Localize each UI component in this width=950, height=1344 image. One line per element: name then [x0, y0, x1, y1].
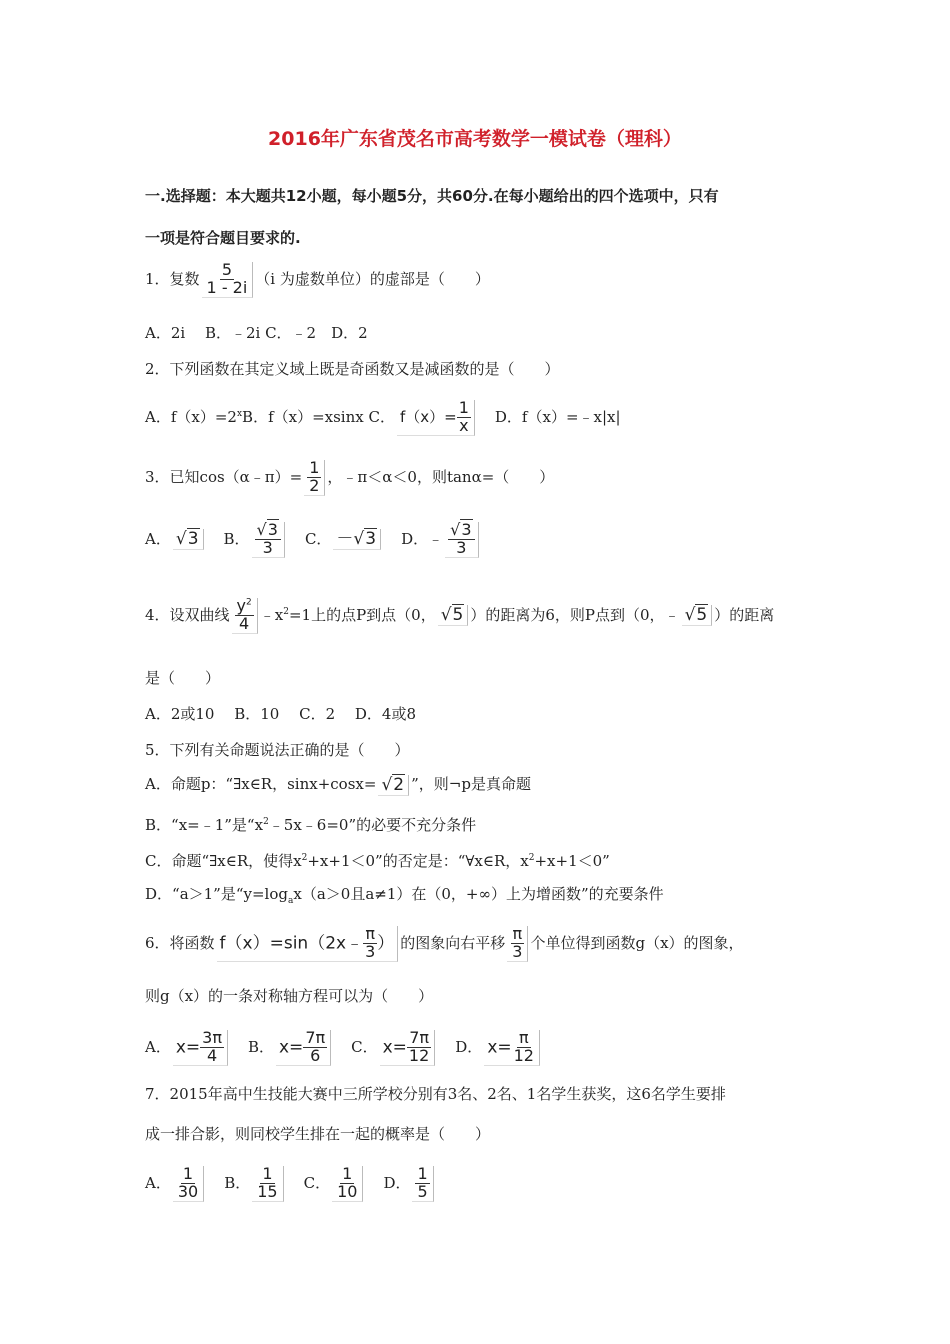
- q5-option-a-root: √2: [378, 775, 409, 796]
- q2-option-a-exp: x: [236, 408, 243, 419]
- q3-option-c-radicand: 3: [365, 529, 377, 550]
- question-1: [145, 262, 490, 298]
- q7-option-a-num: 1: [182, 1164, 194, 1183]
- q7-option-d-den: 5: [417, 1181, 428, 1201]
- q7-option-d-num: 1: [417, 1164, 428, 1183]
- q3-option-b-label: B．: [223, 529, 250, 548]
- q1-fraction: [202, 262, 254, 298]
- q6-function-num: π: [365, 924, 375, 943]
- q6-function: [217, 926, 399, 962]
- q6-suffix: 个单位得到函数g（x）的图象，: [530, 933, 744, 952]
- q4-mid2: =1上的点P到点（0，: [288, 605, 436, 624]
- q5-option-d-post: x（a＞0且a≠1）在（0，+∞）上为增函数”的充要条件: [293, 885, 664, 903]
- q7-option-a-value: [173, 1166, 204, 1202]
- q4-root-1-radicand: 5: [452, 605, 464, 626]
- q7-option-b-value: [252, 1166, 283, 1202]
- q1-num: 5: [221, 260, 233, 279]
- q7-option-b-label: B．: [224, 1173, 251, 1192]
- q7-option-a-label: A．: [145, 1173, 171, 1192]
- q5-option-b-exp: 2: [263, 817, 269, 827]
- q5-option-b: [145, 812, 476, 835]
- q6-option-c-xeq: x=: [382, 1037, 407, 1058]
- q3-option-d-radicand: 3: [461, 520, 472, 539]
- q5-option-a-pre: A．命题p：“∃x∈R，sinx+cosx=: [145, 775, 377, 793]
- q6-shift-den: 3: [512, 941, 523, 961]
- q4-suffix: ）的距离: [714, 605, 775, 624]
- q6-option-a-den: 4: [206, 1045, 218, 1065]
- q3-suffix: ，﹣π＜α＜0，则tanα=（ ）: [327, 467, 555, 486]
- q5-option-a-post: ”，则¬p是真命题: [411, 775, 531, 793]
- q6-option-d-xeq: x=: [487, 1037, 512, 1058]
- q2-option-c-lhs: f（x）=: [399, 407, 457, 426]
- q5-option-c-exp: 2: [301, 853, 308, 863]
- q5-option-c-pre: C．命题“∃x∈R，使得x: [145, 852, 302, 870]
- question-7-line1: 7．2015年高中生技能大赛中三所学校分别有3名、2名、1名学生获奖，这6名学生要排: [145, 1085, 726, 1103]
- q6-option-d-den: 12: [513, 1045, 534, 1065]
- q6-function-den: 3: [365, 941, 376, 961]
- q6-option-d-value: [484, 1030, 540, 1066]
- question-7-line2: 成一排合影，则同校学生排在一起的概率是（ ）: [145, 1125, 491, 1143]
- q4-root-2: √5: [682, 605, 713, 626]
- q5-option-c: [145, 848, 610, 871]
- question-3: [145, 460, 554, 496]
- q4-fraction: [232, 598, 258, 634]
- q6-prefix: 6．将函数: [145, 933, 215, 952]
- q6-shift: [507, 926, 528, 962]
- q6-shift-num: π: [512, 924, 523, 943]
- q2-option-c-num: 1: [458, 398, 469, 417]
- q4-mid1: ﹣x: [259, 605, 284, 624]
- page-title: 2016年广东省茂名市高考数学一模试卷（理科）: [268, 128, 682, 150]
- q3-option-a-value: √3: [173, 529, 204, 550]
- q5-option-d-sub: a: [288, 896, 294, 906]
- question-6: [145, 926, 744, 962]
- q1-prefix: 1．复数: [145, 269, 200, 288]
- q6-option-c-value: [380, 1030, 436, 1066]
- q2-options: [145, 400, 621, 436]
- q6-option-b-value: [276, 1030, 331, 1066]
- q3-option-d-den: 3: [456, 537, 467, 557]
- q5-option-b-pre: B．“x=﹣1”是“x: [145, 816, 264, 834]
- q7-option-d-value: [412, 1166, 433, 1202]
- q5-option-b-post: ﹣5x﹣6=0”的必要不充分条件: [268, 816, 477, 834]
- q6-option-d-label: D．: [455, 1037, 483, 1056]
- q7-options: [145, 1166, 436, 1202]
- q7-option-c-label: C．: [303, 1173, 331, 1192]
- q2-option-b: B．f（x）=xsinx C．: [242, 407, 395, 426]
- q4-continuation: 是（ ）: [145, 669, 221, 687]
- q4-prefix: 4．设双曲线: [145, 605, 230, 624]
- q6-option-a-label: A．: [145, 1037, 171, 1056]
- q3-option-a-label: A．: [145, 529, 171, 548]
- q6-option-a-value: [173, 1030, 228, 1066]
- q4-mid3: ）的距离为6，则P点到（0，﹣: [470, 605, 680, 624]
- q4-mid-exp: 2: [283, 606, 289, 617]
- q4-frac-num: y: [236, 596, 247, 615]
- question-5: 5．下列有关命题说法正确的是（ ）: [145, 741, 410, 759]
- section-instructions-line1: 一.选择题：本大题共12小题，每小题5分，共60分.在每小题给出的四个选项中，只有: [145, 187, 719, 205]
- q3-option-b-value: $\frac{√3}{3}$: [252, 522, 285, 558]
- q4-root-2-radicand: 5: [696, 605, 708, 626]
- q7-option-a-den: 30: [177, 1181, 199, 1201]
- q6-mid: 的图象向右平移: [400, 933, 506, 952]
- q6-option-a-num: 3π: [202, 1028, 222, 1047]
- q7-option-b-den: 15: [257, 1181, 278, 1201]
- q3-option-a-radicand: 3: [187, 529, 199, 550]
- section-instructions-line2: 一项是符合题目要求的.: [145, 229, 301, 247]
- q1-options: A．2i B．﹣2i C．﹣2 D．2: [145, 324, 368, 342]
- q6-function-pre: f（x）=sin（2x﹣: [219, 933, 364, 954]
- q6-options: [145, 1030, 542, 1066]
- q4-options: A．2或10 B．10 C．2 D．4或8: [145, 705, 417, 723]
- q6-option-b-num: 7π: [305, 1028, 326, 1047]
- q6-option-c-den: 12: [408, 1045, 430, 1065]
- q2-option-d: D．f（x）=﹣x|x|: [494, 407, 621, 426]
- q6-option-c-num: 7π: [409, 1028, 429, 1047]
- question-2: 2．下列函数在其定义域上既是奇函数又是减函数的是（ ）: [145, 360, 560, 378]
- question-4: [145, 598, 774, 634]
- q7-option-c-value: [332, 1166, 363, 1202]
- q5-option-c-mid: +x+1＜0”的否定是：“∀x∈R，x: [307, 852, 529, 870]
- q3-option-b-radicand: 3: [267, 520, 278, 539]
- q5-option-d: [145, 884, 664, 911]
- q5-option-c-post: +x+1＜0”: [534, 852, 610, 870]
- q3-num: 1: [309, 458, 320, 477]
- q7-option-d-label: D．: [383, 1173, 411, 1192]
- q3-options: [145, 522, 481, 558]
- q3-option-d-label: D．﹣: [401, 529, 444, 548]
- q1-den: 1 - 2i: [206, 277, 248, 297]
- q6-continuation: 则g（x）的一条对称轴方程可以为（ ）: [145, 987, 434, 1005]
- q6-option-a-xeq: x=: [175, 1037, 201, 1058]
- q4-root-1: √5: [438, 605, 469, 626]
- q7-option-c-den: 10: [337, 1181, 358, 1201]
- q4-frac-den: 4: [239, 613, 250, 633]
- q6-function-post: ）: [377, 933, 395, 954]
- q3-option-c-label: C．: [304, 529, 332, 548]
- q6-option-d-num: π: [518, 1028, 529, 1047]
- q7-option-c-num: 1: [342, 1164, 353, 1183]
- q5-option-a: [145, 774, 531, 796]
- q3-option-c-value: －√3: [333, 529, 381, 550]
- q5-option-d-pre: D．“a＞1”是“y=log: [145, 885, 288, 903]
- q3-option-d-value: $\frac{√3}{3}$: [445, 522, 478, 558]
- q1-suffix: （i 为虚数单位）的虚部是（ ）: [255, 269, 490, 288]
- q6-option-b-xeq: x=: [279, 1037, 304, 1058]
- q3-den: 2: [309, 475, 320, 495]
- q6-option-b-den: 6: [310, 1045, 321, 1065]
- q4-frac-exp: 2: [246, 597, 252, 608]
- q3-option-b-den: 3: [262, 537, 273, 557]
- q5-option-a-radicand: 2: [393, 774, 405, 795]
- q3-fraction: [304, 460, 325, 496]
- q6-option-c-label: C．: [351, 1037, 378, 1056]
- q2-option-c-den: x: [459, 415, 469, 435]
- q6-option-b-label: B．: [247, 1037, 274, 1056]
- q2-option-c-formula: [397, 400, 475, 436]
- q2-option-a: A．f（x）=2: [145, 407, 237, 426]
- q5-option-c-exp2: 2: [528, 853, 535, 863]
- q7-option-b-num: 1: [262, 1164, 273, 1183]
- q3-prefix: 3．已知cos（α﹣π）=: [145, 467, 303, 486]
